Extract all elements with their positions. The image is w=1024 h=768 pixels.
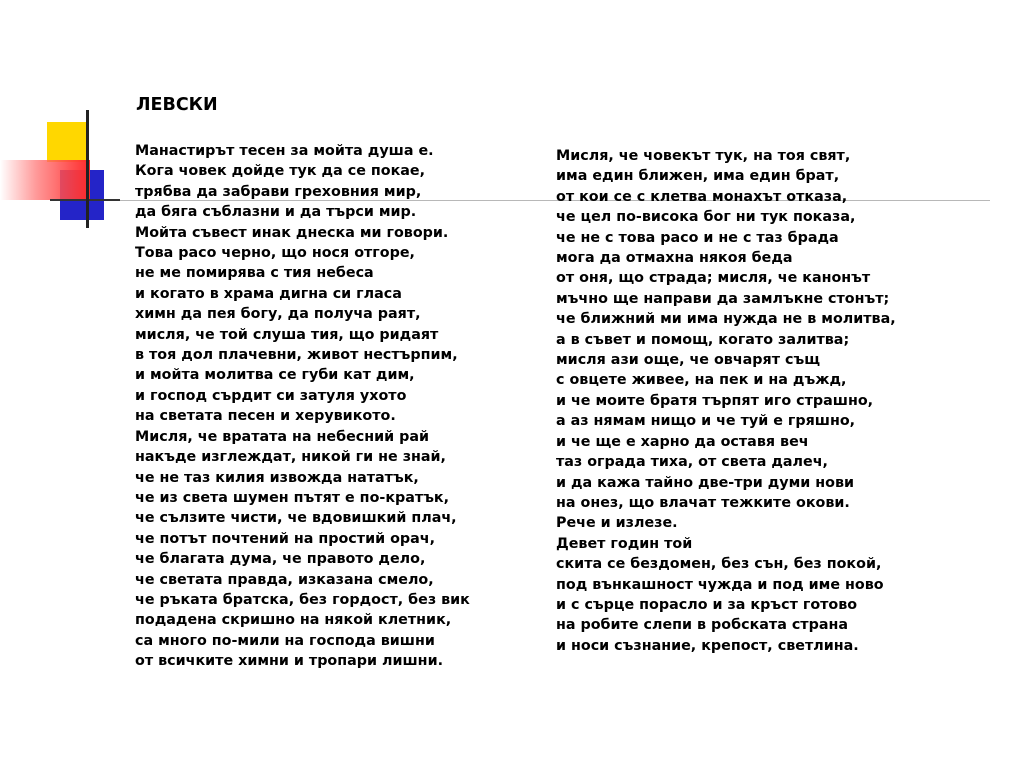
poem-line: че сълзите чисти, че вдовишкий плач, [135, 510, 457, 527]
poem-line: са много по-мили на господа вишни [135, 632, 435, 649]
poem-line: и когато в храма дигна си гласа [135, 285, 402, 302]
poem-line: под вънкашност чужда и под име ново [556, 576, 884, 593]
decor-red-gradient [0, 160, 90, 200]
poem-line: от всичките химни и тропари лишни. [135, 653, 444, 670]
poem-line: и мойта молитва се губи кат дим, [135, 367, 415, 384]
poem-line: че ближний ми има нужда не в молитва, [556, 311, 896, 328]
poem-line: с овцете живее, на пек и на дъжд, [556, 372, 847, 389]
poem-line: че светата правда, изказана смело, [135, 571, 434, 588]
poem-line: от кои се с клетва монахът отказа, [556, 188, 848, 205]
poem-line: а в съвет и помощ, когато залитва; [556, 331, 850, 348]
poem-line: че не с това расо и не с таз брада [556, 229, 839, 246]
poem-line: химн да пея богу, да получа раят, [135, 306, 421, 323]
poem-line: че потът почтений на простий орач, [135, 530, 436, 547]
poem-line: че цел по-висока бог ни тук показа, [556, 209, 856, 226]
poem-line: скита се бездомен, без сън, без покой, [556, 556, 882, 573]
decor-vertical-line [86, 110, 89, 228]
poem-line: на онез, що влачат тежките окови. [556, 494, 850, 511]
poem-line: и да кажа тайно две-три думи нови [556, 474, 855, 491]
poem-line: на робите слепи в робската страна [556, 617, 849, 634]
poem-line: а аз нямам нищо и че туй е гряшно, [556, 413, 856, 430]
poem-line: Мисля, че човекът тук, на тоя свят, [556, 148, 851, 164]
poem-column-left [135, 141, 470, 672]
poem-line: че не таз килия извожда нататък, [135, 469, 419, 486]
poem-line: накъде изглеждат, никой ги не знай, [135, 449, 446, 466]
poem-line: има един ближен, има един брат, [556, 168, 840, 185]
poem-line: не ме помирява с тия небеса [135, 265, 374, 282]
poem-line: Рече и излезе. [556, 515, 678, 532]
poem-line: и с сърце порасло и за кръст готово [556, 596, 858, 613]
poem-line: и господ сърдит си затуля ухото [135, 387, 407, 404]
poem-line: в тоя дол плачевни, живот нестърпим, [135, 347, 458, 364]
decor-horizontal-rule-accent [50, 199, 120, 201]
poem-line: Девет годин той [556, 535, 693, 552]
poem-line: от оня, що страда; мисля, че канонът [556, 270, 871, 287]
poem-line: Мойта съвест инак днеска ми говори. [135, 224, 449, 241]
poem-line: подадена скришно на някой клетник, [135, 612, 452, 629]
poem-column-right [556, 146, 896, 656]
poem-line: Мисля, че вратата на небесний рай [135, 428, 430, 445]
poem-line: мисля, че той слуша тия, що ридаят [135, 326, 439, 343]
poem-line: и че моите братя търпят иго страшно, [556, 392, 874, 409]
poem-line: на светата песен и херувикото. [135, 408, 396, 425]
poem-line: трябва да забрави греховния мир, [135, 183, 422, 200]
decor-yellow-square [47, 122, 87, 162]
poem-line: таз ограда тиха, от света далеч, [556, 454, 828, 471]
poem-line: Това расо черно, що нося отгоре, [135, 245, 415, 262]
poem-line: че ръката братска, без гордост, без вик [135, 591, 470, 608]
poem-line: мисля ази още, че овчарят същ [556, 352, 821, 369]
poem-line: мога да отмахна някоя беда [556, 250, 793, 267]
poem-line: че из света шумен пътят е по-кратък, [135, 489, 450, 506]
poem-line: и че ще е харно да оставя веч [556, 433, 809, 450]
poem-line: и носи съзнание, крепост, светлина. [556, 637, 859, 654]
slide-title: ЛЕВСКИ [136, 95, 218, 115]
poem-line: Манастирът тесен за мойта душа е. [135, 143, 434, 159]
poem-line: мъчно ще направи да замлъкне стонът; [556, 290, 890, 307]
poem-line: че благата дума, че правото дело, [135, 551, 426, 568]
poem-line: Кога човек дойде тук да се покае, [135, 163, 426, 180]
poem-line: да бяга съблазни и да търси мир. [135, 204, 417, 221]
